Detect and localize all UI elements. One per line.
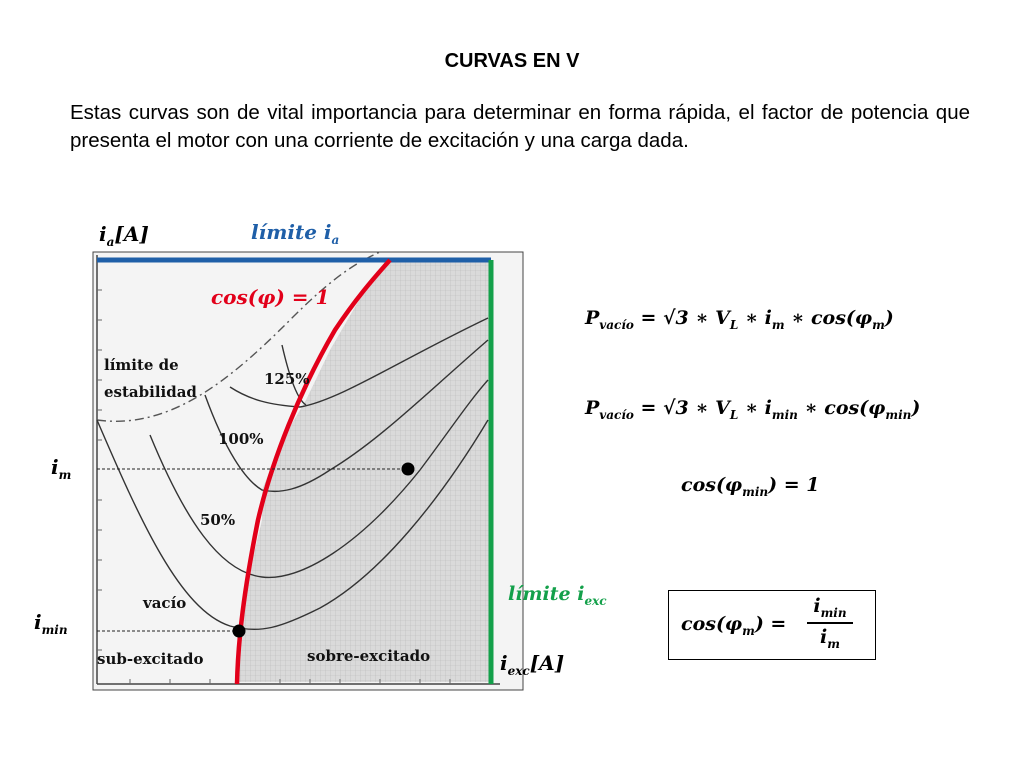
equation-cos-phi-min: $\cos(\varphi_{min}) = 1$ [681,474,820,499]
region-label-sub-excitado: sub-excitado [97,650,204,668]
limit-ia-label: límite $i_a$ [251,220,340,247]
curve-label-125: 125% [264,370,310,388]
im-axis-label: $i_m$ [51,455,72,482]
imin-axis-label: $i_{min}$ [34,610,68,637]
fraction-numerator: $i_{min}$ [807,595,853,624]
fraction-denominator: $i_m$ [820,625,840,651]
equation-cos-phi-m-lhs: $\cos(\varphi_m)$ = [681,613,787,638]
equation-cos-phi-m-box [668,590,876,660]
stability-label-line2: estabilidad [104,383,197,401]
operating-point-imin [233,625,246,638]
y-axis-label: $i_a[A]$ [99,222,149,249]
intro-paragraph: Estas curvas son de vital importancia para determinar en forma rápida, el factor de potencia que presenta el motor con una corriente de excitación y una carga dada. [70,101,970,152]
region-label-sobre-excitado: sobre-excitado [307,647,431,665]
page-title: CURVAS EN V [444,50,580,72]
unity-pf-label: cos(φ) = 1 [211,285,330,309]
curve-label-100: 100% [218,430,264,448]
operating-point-im [402,463,415,476]
x-axis-label: $i_{exc}[A]$ [500,651,565,678]
equation-p-vacio-im: $P_{vacío} = √3$ ∗ $V_L$ ∗ $i_m$ ∗ $\cos(\varphi_m)$ [585,307,894,332]
stability-label-line1: límite de [104,356,179,374]
equation-fraction [807,595,853,651]
curve-label-50: 50% [200,511,236,529]
limit-iexc-label: límite $i_{exc}$ [508,583,607,608]
curve-label-vacio: vacío [143,594,187,612]
equation-p-vacio-imin: $P_{vacío} = √3$ ∗ $V_L$ ∗ $i_{min}$ ∗ $\cos(\varphi_{min})$ [585,397,921,422]
